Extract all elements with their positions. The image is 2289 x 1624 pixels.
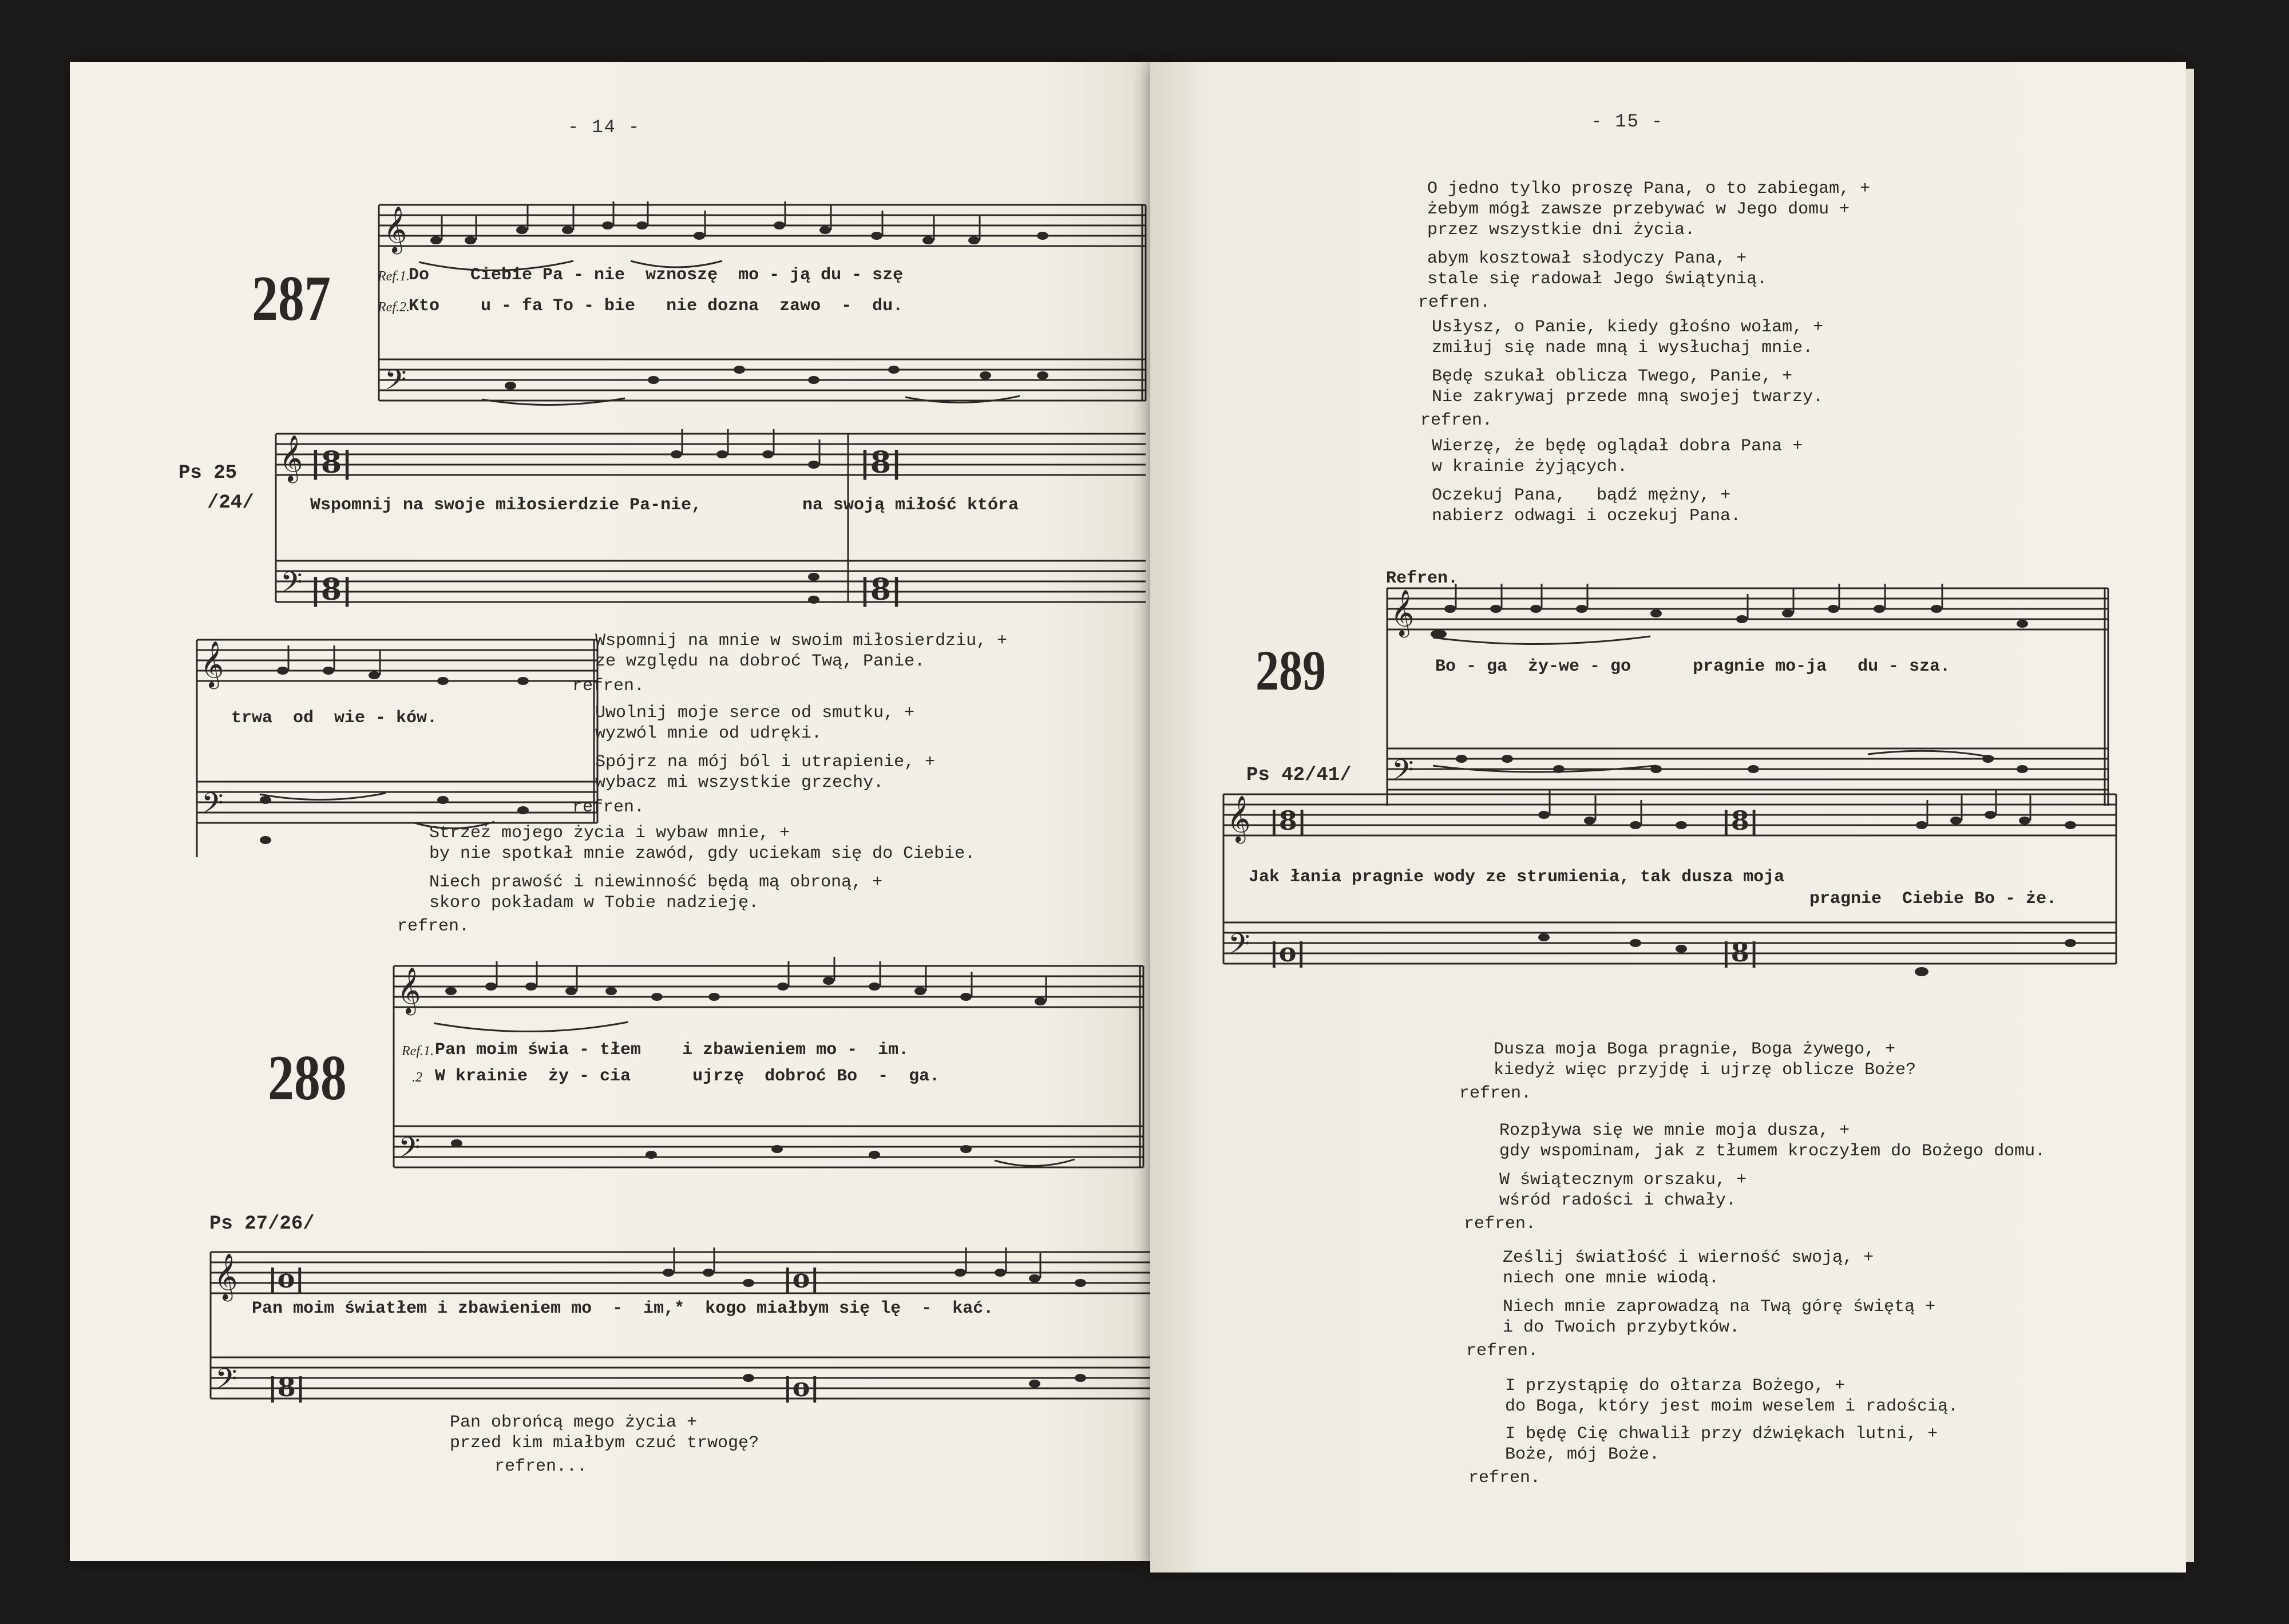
psalm-ref-27: Ps 27/26/ — [209, 1213, 315, 1235]
stanza-289-1: Dusza moja Boga pragnie, Boga żywego, + kiedyż więc przyjdę i ujrzę oblicze Boże? — [1494, 1040, 1916, 1080]
stanza-288c-3: Usłysz, o Panie, kiedy głośno wołam, + zmiłuj się nade mną i wysłuchaj mnie. — [1432, 318, 1824, 358]
refren-289-a: refren. — [1459, 1084, 1532, 1103]
page-number: - 15 - — [1591, 111, 1664, 132]
svg-text:𝄞: 𝄞 — [279, 434, 303, 481]
svg-text:|8|: |8| — [860, 572, 902, 607]
ref1-lyrics: Do Ciebie Pa - nie wznoszę mo - ją du - szę — [409, 266, 904, 285]
stanza-288c-5: Wierzę, że będę oglądał dobra Pana + w krainie żyjących. — [1432, 437, 1803, 477]
ref2-label: .2 — [412, 1070, 422, 1085]
svg-text:|8|: |8| — [268, 1372, 306, 1403]
staff-287-verse — [276, 428, 1150, 645]
stanza-289-5: Niech mnie zaprowadzą na Twą górę świętą + i do Twoich przybytków. — [1503, 1297, 1936, 1337]
hymn-number-288: 288 — [268, 1043, 347, 1114]
refren-288c-a: refren. — [1418, 293, 1491, 312]
svg-text:𝄞: 𝄞 — [1391, 589, 1415, 636]
page-number: - 14 - — [568, 117, 641, 138]
psalm-ref-25: Ps 25 — [179, 462, 237, 484]
svg-text:|8|: |8| — [1721, 937, 1759, 968]
refren-289-c: refren. — [1466, 1341, 1539, 1361]
svg-text:|o|: |o| — [1269, 937, 1306, 968]
svg-text:𝄢: 𝄢 — [398, 1131, 421, 1171]
stanza-287-3: Spójrz na mój ból i utrapienie, + wybacz mi wszystkie grzechy. — [595, 752, 936, 793]
svg-text:𝄢: 𝄢 — [201, 787, 224, 827]
svg-text:𝄢: 𝄢 — [385, 363, 407, 403]
stanza-289-2: Rozpływa się we mnie moja dusza, + gdy wspominam, jak z tłumem kroczyłem do Bożego domu. — [1499, 1121, 2046, 1161]
refren-heading: Refren. — [1386, 569, 1459, 588]
svg-text:𝄢: 𝄢 — [280, 566, 303, 606]
verse-lyrics-288: Pan moim światłem i zbawieniem mo - im,* kogo miałbym się lę - kać. — [252, 1299, 994, 1318]
stanza-288c-1: O jedno tylko proszę Pana, o to zabiegam, + żebym mógł zawsze przebywać w Jego domu + przez wszystkie dni życia. — [1427, 179, 1871, 240]
verse-lyrics-287-c: trwa od wie - ków. — [231, 708, 438, 728]
stanza-288c-4: Będę szukał oblicza Twego, Panie, + Nie zakrywaj przede mną swojej twarzy. — [1432, 367, 1824, 407]
staff-288-refrain — [394, 954, 1150, 1218]
svg-text:𝄞: 𝄞 — [383, 205, 407, 252]
svg-text:𝄞: 𝄞 — [200, 640, 224, 687]
verse-lyrics-289-a: Jak łania pragnie wody ze strumienia, tak dusza moja — [1249, 868, 1785, 887]
refren-289-d: refren. — [1468, 1468, 1541, 1488]
svg-text:𝄞: 𝄞 — [397, 967, 421, 1013]
stanza-287-5: Niech prawość i niewinność będą mą obroną, + skoro pokładam w Tobie nadzieję. — [429, 873, 883, 913]
ref2-lyrics: W krainie ży - cia ujrzę dobroć Bo - ga. — [435, 1067, 940, 1086]
svg-text:|8|: |8| — [310, 445, 353, 480]
right-page — [1150, 62, 2186, 1572]
svg-text:𝄢: 𝄢 — [1392, 754, 1414, 794]
svg-text:|o|: |o| — [783, 1263, 820, 1294]
ref-lyrics-289: Bo - ga ży-we - go pragnie mo-ja du - sza. — [1435, 657, 1951, 676]
stanza-289-7: I będę Cię chwalił przy dźwiękach lutni, + Boże, mój Boże. — [1505, 1424, 1938, 1464]
ref2-label: Ref.2. — [378, 300, 410, 315]
refren-288c-b: refren. — [1420, 411, 1493, 430]
svg-text:𝄞: 𝄞 — [214, 1253, 238, 1300]
svg-text:|8|: |8| — [1269, 805, 1307, 836]
stanza-289-6: I przystąpię do ołtarza Bożego, + do Boga, który jest moim weselem i radością. — [1505, 1376, 1959, 1416]
verse-lyrics-289-b: pragnie Ciebie Bo - że. — [1809, 889, 2057, 909]
hymn-number-287: 287 — [252, 263, 331, 334]
stanza-288c-2: abym kosztował słodyczy Pana, + stale się radował Jego świątynią. — [1427, 249, 1768, 289]
stanza-287-1: Wspomnij na mnie w swoim miłosierdziu, + ze względu na dobroć Twą, Panie. — [595, 631, 1008, 671]
stanza-288c-6: Oczekuj Pana, bądź mężny, + nabierz odwagi i oczekuj Pana. — [1432, 486, 1741, 526]
psalm-ref-24: /24/ — [207, 492, 254, 514]
ref2-lyrics: Kto u - fa To - bie nie dozna zawo - du. — [409, 296, 904, 316]
left-page — [70, 62, 1150, 1561]
staff-288-verse — [211, 1246, 1150, 1418]
verse-lyrics-287-a: Wspomnij na swoje miłosierdzie Pa-nie, — [310, 496, 702, 515]
svg-text:|8|: |8| — [1721, 805, 1759, 836]
page-edge — [2186, 69, 2194, 1562]
ref1-label: Ref.1. — [402, 1044, 434, 1059]
psalm-ref-42: Ps 42/41/ — [1246, 765, 1352, 786]
stanza-289-4: Ześlij światłość i wierność swoją, + niech one mnie wiodą. — [1503, 1248, 1874, 1288]
refren-289-b: refren. — [1464, 1214, 1536, 1234]
svg-text:|o|: |o| — [783, 1372, 820, 1403]
stanza-287-4: Strzeż mojego życia i wybaw mnie, + by nie spotkał mnie zawód, gdy uciekam się do Ciebie. — [429, 823, 976, 864]
hymn-number-289: 289 — [1256, 639, 1326, 702]
stanza-288-1: Pan obrońcą mego życia + przed kim miałbym czuć trwogę? — [450, 1413, 759, 1453]
ref1-lyrics: Pan moim świa - tłem i zbawieniem mo - im. — [435, 1040, 909, 1060]
refren-287-a: refren. — [572, 676, 645, 696]
staff-287-refrain — [379, 193, 1150, 445]
refren-287-b: refren. — [572, 798, 645, 817]
verse-lyrics-287-b: na swoją miłość która — [802, 496, 1019, 515]
stanza-287-2: Uwolnij moje serce od smutku, + wyzwól mnie od udręki. — [595, 703, 915, 743]
svg-text:|o|: |o| — [268, 1263, 305, 1294]
refren-287-c: refren. — [397, 917, 470, 936]
refren-288: refren... — [494, 1457, 588, 1476]
svg-text:|8|: |8| — [860, 445, 902, 480]
svg-text:|8|: |8| — [310, 572, 353, 607]
svg-text:𝄞: 𝄞 — [1227, 795, 1251, 842]
stanza-289-3: W świątecznym orszaku, + wśród radości i chwały. — [1499, 1170, 1747, 1210]
svg-text:𝄢: 𝄢 — [1228, 928, 1250, 968]
ref1-label: Ref.1. — [378, 269, 410, 284]
svg-text:𝄢: 𝄢 — [215, 1362, 237, 1403]
